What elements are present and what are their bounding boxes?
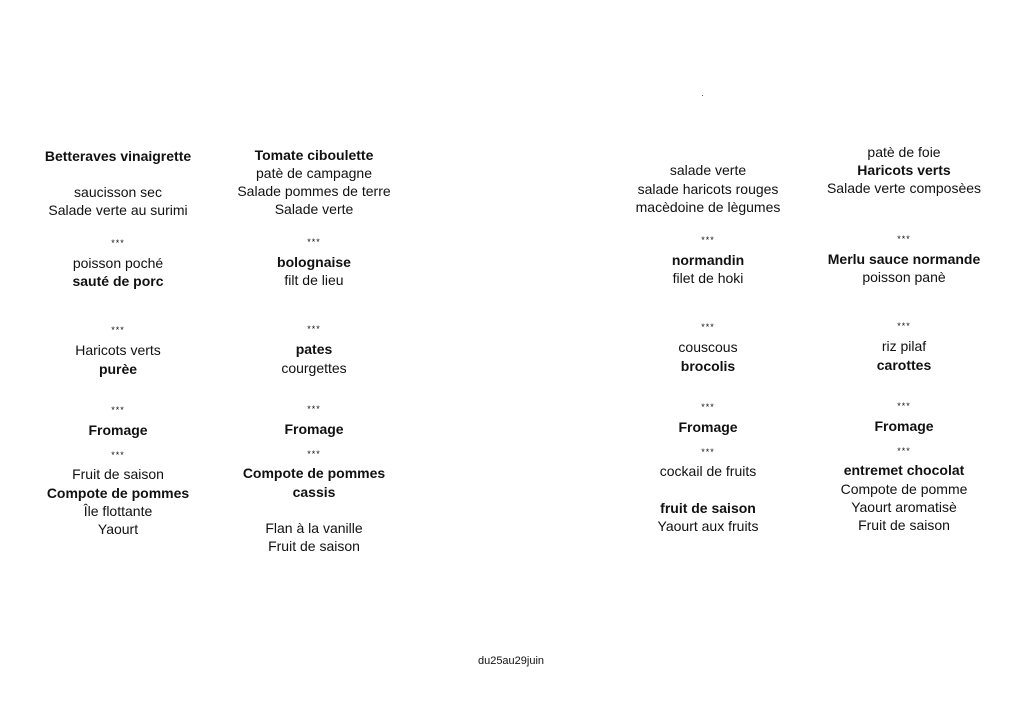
menu-item: filet de hoki [672,270,744,286]
menu-item: Flan à la vanille [265,520,363,536]
menu-item: Merlu sauce normande [827,251,981,267]
menu-item: couscous [678,339,738,355]
menu-item: Fromage [874,418,934,434]
course-separator: *** [111,325,125,335]
date-range-footer: du25au29juin [477,655,545,667]
menu-item: entremet chocolat [843,462,965,478]
menu-item: Fruit de saison [858,517,950,533]
menu-item: cockail de fruits [659,463,757,479]
course-separator: *** [897,401,911,411]
menu-item: cassis [292,484,336,500]
menu-item: purèe [98,361,138,377]
menu-item: patè de campagne [256,165,372,181]
menu-item: Yaourt [97,521,139,537]
scan-speck [702,95,703,96]
course-separator: *** [307,404,321,414]
menu-item: Salade verte au surimi [48,202,188,218]
menu-item: Fromage [88,422,148,438]
menu-item: bolognaise [277,254,351,270]
menu-item: brocolis [680,358,736,374]
menu-item: riz pilaf [881,338,927,354]
course-separator: *** [111,405,125,415]
menu-item: sauté de porc [72,273,164,289]
menu-item: Fromage [678,419,738,435]
menu-item: Compote de pomme [840,481,968,497]
menu-item: Fruit de saison [268,538,360,554]
course-separator: *** [307,324,321,334]
menu-item: saucisson sec [74,184,162,200]
menu-item: pates [295,341,333,357]
menu-item: Haricots verts [75,342,161,358]
course-separator: *** [701,447,715,457]
menu-item: Compote de pommes [46,485,190,501]
menu-item: salade haricots rouges [637,181,779,197]
course-separator: *** [111,238,125,248]
menu-item: salade verte [669,162,747,178]
menu-item: Haricots verts [857,162,951,178]
menu-item: Yaourt aromatisè [851,499,957,515]
menu-item: Betteraves vinaigrette [44,148,192,164]
course-separator: *** [897,321,911,331]
menu-item: Salade verte [274,201,354,217]
course-separator: *** [897,234,911,244]
menu-item: patè de foie [867,144,941,160]
menu-item: poisson poché [72,255,164,271]
menu-item: Yaourt aux fruits [657,518,759,534]
menu-item: courgettes [281,360,347,376]
menu-item: Compote de pommes [242,465,386,481]
course-separator: *** [701,235,715,245]
menu-item: macèdoine de lègumes [635,199,781,215]
menu-item: carottes [876,357,932,373]
menu-item: fruit de saison [660,500,756,516]
course-separator: *** [701,402,715,412]
course-separator: *** [307,237,321,247]
menu-item: Île flottante [83,503,153,519]
menu-item: Salade pommes de terre [237,183,391,199]
course-separator: *** [701,322,715,332]
course-separator: *** [111,450,125,460]
menu-item: Tomate ciboulette [254,147,374,163]
course-separator: *** [307,449,321,459]
menu-item: normandin [671,252,745,268]
menu-item: Salade verte composèes [826,180,982,196]
course-separator: *** [897,446,911,456]
menu-item: filt de lieu [284,272,344,288]
menu-item: Fromage [284,421,344,437]
menu-item: Fruit de saison [72,466,164,482]
menu-item: poisson panè [862,269,946,285]
